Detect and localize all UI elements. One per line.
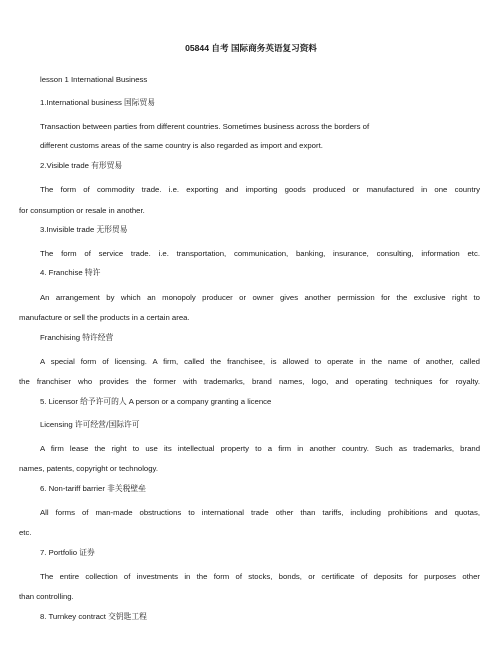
term-en: 2.Visible trade: [40, 161, 92, 170]
term-en: 1.International business: [40, 98, 125, 107]
document-title: 05844 自考 国际商务英语复习资料: [185, 43, 317, 53]
term-heading: [40, 224, 127, 235]
definition-line: A firm lease the right to use its intellectual property to a firm in another country. Such as trademarks, brand: [40, 444, 480, 453]
term-en: 6. Non-tariff barrier: [40, 484, 108, 493]
term-cn: 国际贸易: [124, 98, 156, 107]
definition-line: different customs areas of the same country is also regarded as import and export.: [40, 141, 323, 150]
definition-line: The entire collection of investments in the form of stocks, bonds, or certificate of deposits for purposes other: [40, 572, 480, 581]
term-en: 3.Invisible trade: [40, 225, 97, 234]
term-cn: 交钥匙工程: [108, 612, 147, 621]
term-cn: 特许: [84, 268, 101, 277]
term-cn: 特许经营: [82, 333, 114, 342]
term-heading: [40, 160, 122, 171]
term-en: 4. Franchise: [40, 268, 85, 277]
term-heading: [40, 267, 100, 278]
term-cn: 非关税壁垒: [107, 484, 146, 493]
term-cn: 给予许可的人: [80, 397, 127, 406]
term-heading: [40, 332, 113, 343]
term-en: 5. Licensor: [40, 397, 81, 406]
definition-line: for consumption or resale in another.: [19, 206, 145, 215]
term-heading: [40, 419, 140, 430]
term-heading: [40, 483, 146, 494]
term-cn: 有形贸易: [91, 161, 123, 170]
definition-line: An arrangement by which an monopoly producer or owner gives another permission for the exclusive right to: [40, 293, 480, 302]
term-definition-inline: A person or a company granting a licence: [126, 397, 272, 406]
definition-line: names, patents, copyright or technology.: [19, 464, 159, 473]
term-heading: [40, 547, 95, 558]
term-cn: 许可经营/国际许可: [74, 420, 140, 429]
term-en: Licensing: [40, 420, 75, 429]
definition-line: the franchiser who provides the former with trademarks, brand names, logo, and operating techniques for royalty.: [19, 377, 480, 386]
term-en: Franchising: [40, 333, 83, 342]
lesson-heading: lesson 1 International Business: [40, 75, 148, 84]
term-en: 7. Portfolio: [40, 548, 80, 557]
term-en: 8. Turnkey contract: [40, 612, 109, 621]
term-heading: [40, 396, 271, 407]
term-cn: 证券: [79, 548, 95, 557]
definition-line: manufacture or sell the products in a certain area.: [19, 313, 190, 322]
definition-line: All forms of man-made obstructions to international trade other than tariffs, including prohibitions and quotas,: [40, 508, 480, 517]
term-heading: [40, 611, 147, 622]
definition-line: The form of service trade. i.e. transportation, communication, banking, insurance, consulting, information etc.: [40, 249, 480, 258]
term-heading: [40, 97, 155, 108]
definition-line: etc.: [19, 528, 32, 537]
definition-line: than controlling.: [19, 592, 74, 601]
definition-line: Transaction between parties from different countries. Sometimes business across the borders of: [40, 122, 370, 131]
definition-line: The form of commodity trade. i.e. exporting and importing goods produced or manufactured in one country: [40, 185, 480, 194]
definition-line: A special form of licensing. A firm, called the franchisee, is allowed to operate in the name of another, called: [40, 357, 480, 366]
term-cn: 无形贸易: [96, 225, 128, 234]
